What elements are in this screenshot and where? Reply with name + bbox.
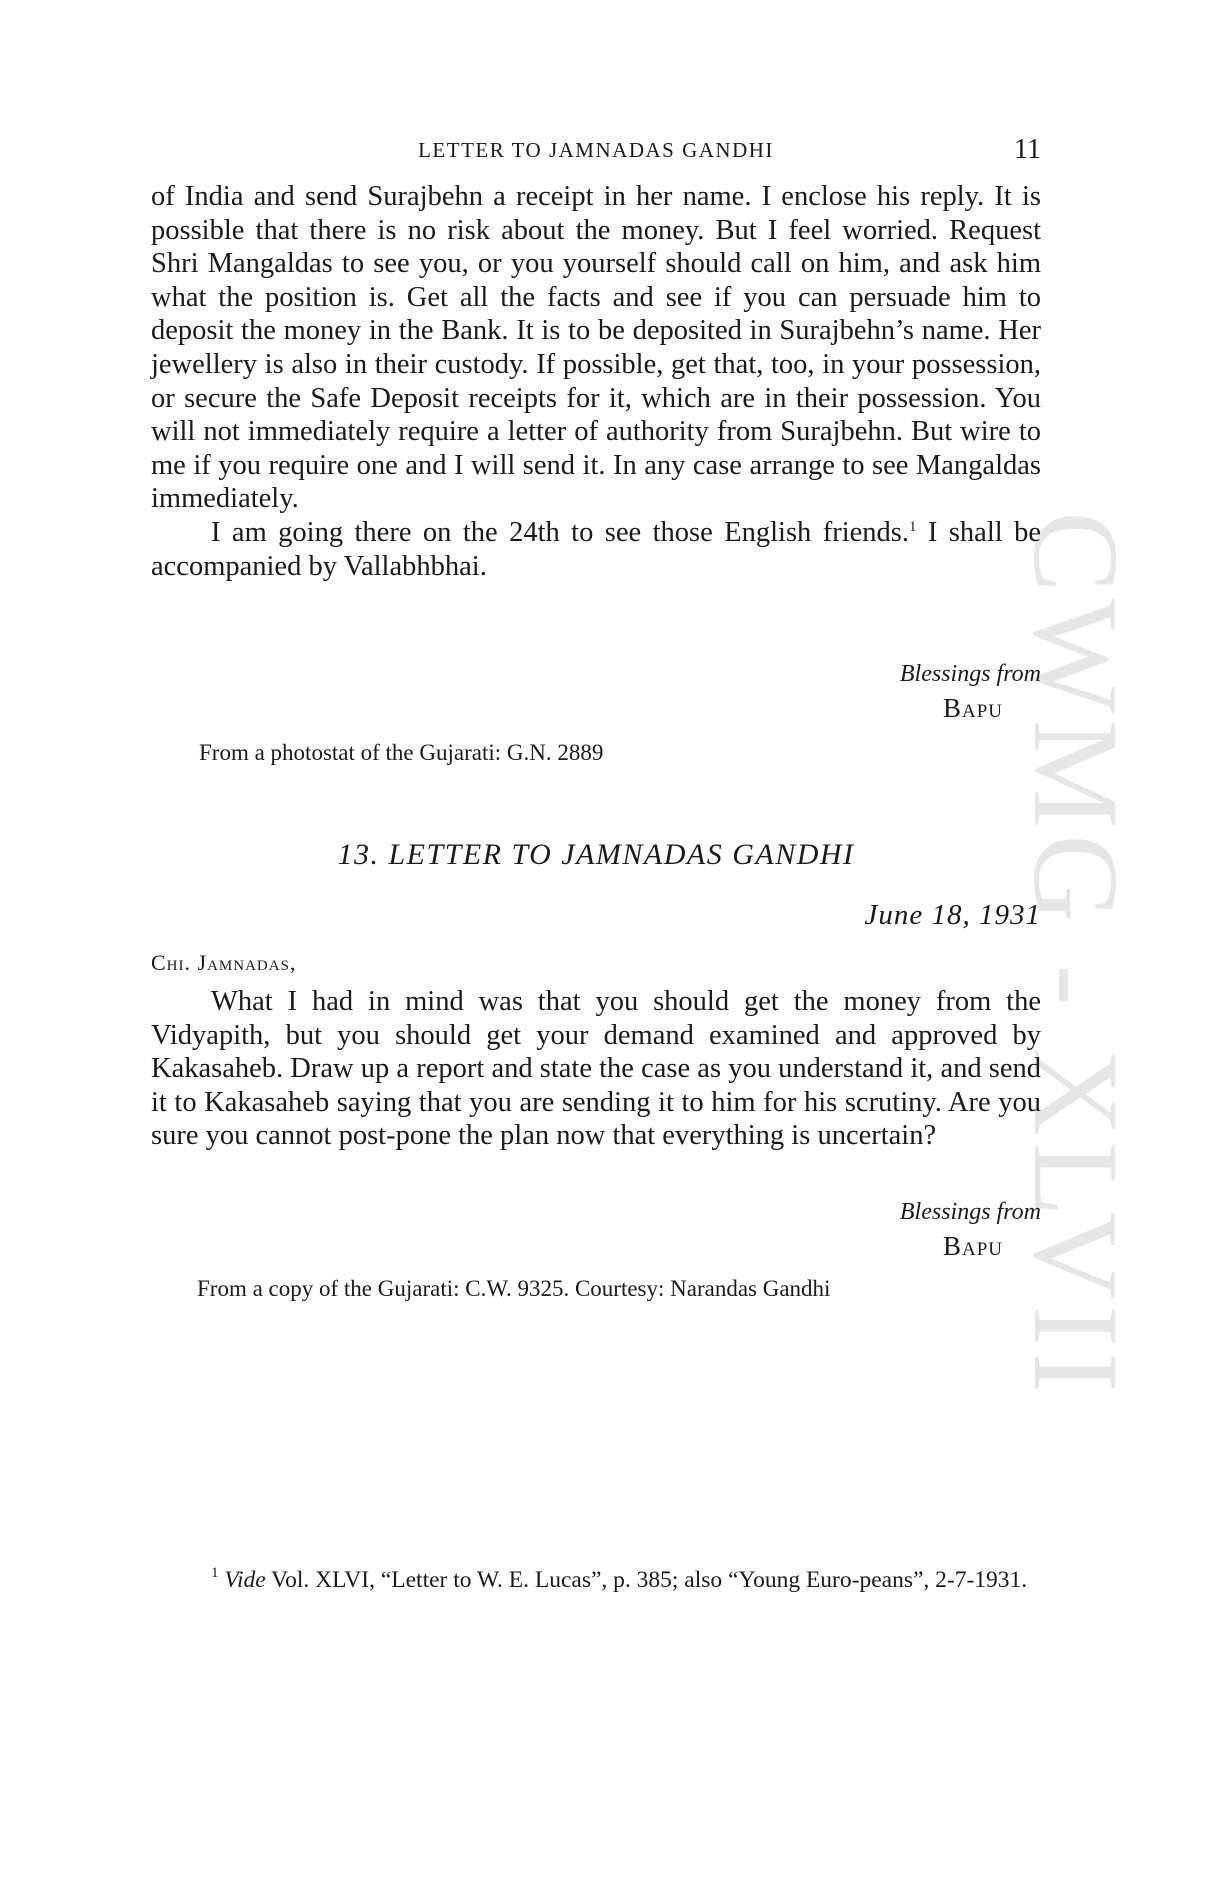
blessings-line: Blessings from xyxy=(899,1199,1041,1225)
letter-body xyxy=(151,985,1041,1153)
footnote xyxy=(151,1565,1041,1596)
footnote-text: Vol. XLVI, “Letter to W. E. Lucas”, p. 385; also “Young Euro-peans”, 2-7-1931. xyxy=(265,1567,1028,1593)
watermark-text: CWMG - XLVII xyxy=(1008,511,1143,1399)
page-number: 11 xyxy=(1014,134,1041,165)
salutation: Chi. Jamnadas, xyxy=(151,950,297,975)
blessings-line: Blessings from xyxy=(899,661,1041,687)
closing-block-2 xyxy=(900,1195,1041,1263)
letter-heading: 13. LETTER TO JAMNADAS GANDHI xyxy=(337,838,855,871)
paragraph-text-cont: I shall be accompanied by Vallabhbhai. xyxy=(151,516,1041,582)
source-note-1: From a photostat of the Gujarati: G.N. 2889 xyxy=(199,740,604,765)
continuation-text xyxy=(151,180,1041,583)
letter-date: June 18, 1931 xyxy=(864,899,1041,931)
paragraph-text: I am going there on the 24th to see those English friends. xyxy=(211,516,909,548)
source-note-2: From a copy of the Gujarati: C.W. 9325. Courtesy: Narandas Gandhi xyxy=(197,1276,831,1301)
continuation-paragraph-2 xyxy=(151,516,1041,583)
footnote-paragraph xyxy=(151,1565,1041,1596)
footnote-reference[interactable]: 1 xyxy=(908,518,917,535)
footnote-vide: Vide xyxy=(224,1567,266,1593)
running-head xyxy=(151,134,1041,174)
running-head-title: LETTER TO JAMNADAS GANDHI xyxy=(418,138,774,162)
footnote-marker: 1 xyxy=(211,1565,219,1581)
signature: Bapu xyxy=(942,1231,1003,1261)
watermark xyxy=(1008,430,1143,1480)
signature: Bapu xyxy=(942,693,1003,723)
closing-block-1 xyxy=(900,657,1041,725)
continuation-paragraph: of India and send Surajbehn a receipt in her name. I enclose his reply. It is possible that there is no risk about the money. But I feel worried. Request Shri Mangaldas to see you, or you yourself should call on him, and ask him what the position is. Get all the facts and see if you can persuade him to deposit the money in the Bank. It is to be deposited in Surajbehn’s name. Her jewellery is also in their custody. If possible, get that, too, in your possession, or secure the Safe Deposit receipts for it, which are in their possession. You will not immediately require a letter of authority from Surajbehn. But wire to me if you require one and I will send it. In any case arrange to see Mangaldas immediately. xyxy=(151,181,1041,515)
letter-paragraph: What I had in mind was that you should get the money from the Vidyapith, but you should get your demand examined and approved by Kakasaheb. Draw up a report and state the case as you understand it, and send it to Kakasaheb saying that you are sending it to him for his scrutiny. Are you sure you cannot post-pone the plan now that everything is uncertain? xyxy=(151,986,1041,1152)
